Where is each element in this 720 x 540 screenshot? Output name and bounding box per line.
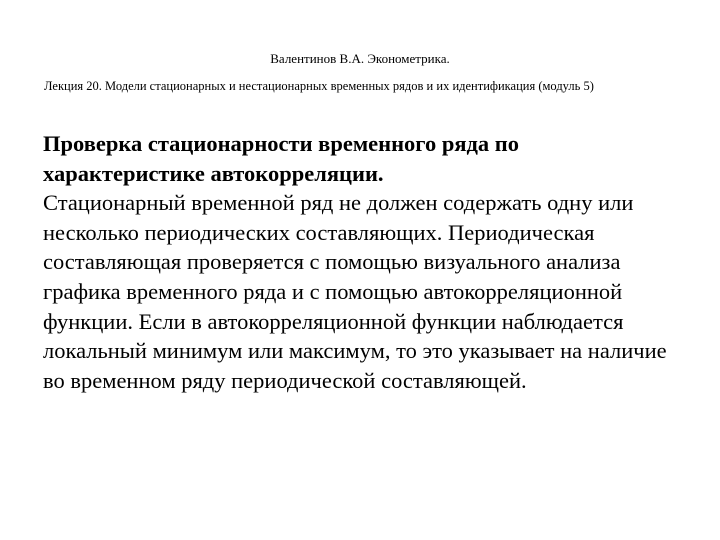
section-heading: Проверка стационарности временного ряда по характеристике автокорреляции. xyxy=(43,131,519,186)
slide-header-lecture: Лекция 20. Модели стационарных и нестационарных временных рядов и их идентификация (модуль 5) xyxy=(44,79,594,93)
slide-content xyxy=(43,129,683,395)
body-paragraph: Стационарный временной ряд не должен содержать одну или несколько периодических составляющих. Периодическая составляющая проверяется с помощью визуального анализа графика временного ряда и с помощью автокорреляционной функции. Если в автокорреляционной функции наблюдается локальный минимум или максимум, то это указывает на наличие во временном ряду периодической составляющей. xyxy=(43,190,667,393)
slide-header-author xyxy=(0,51,720,67)
author-title-text: Валентинов В.А. Эконометрика. xyxy=(270,51,450,66)
